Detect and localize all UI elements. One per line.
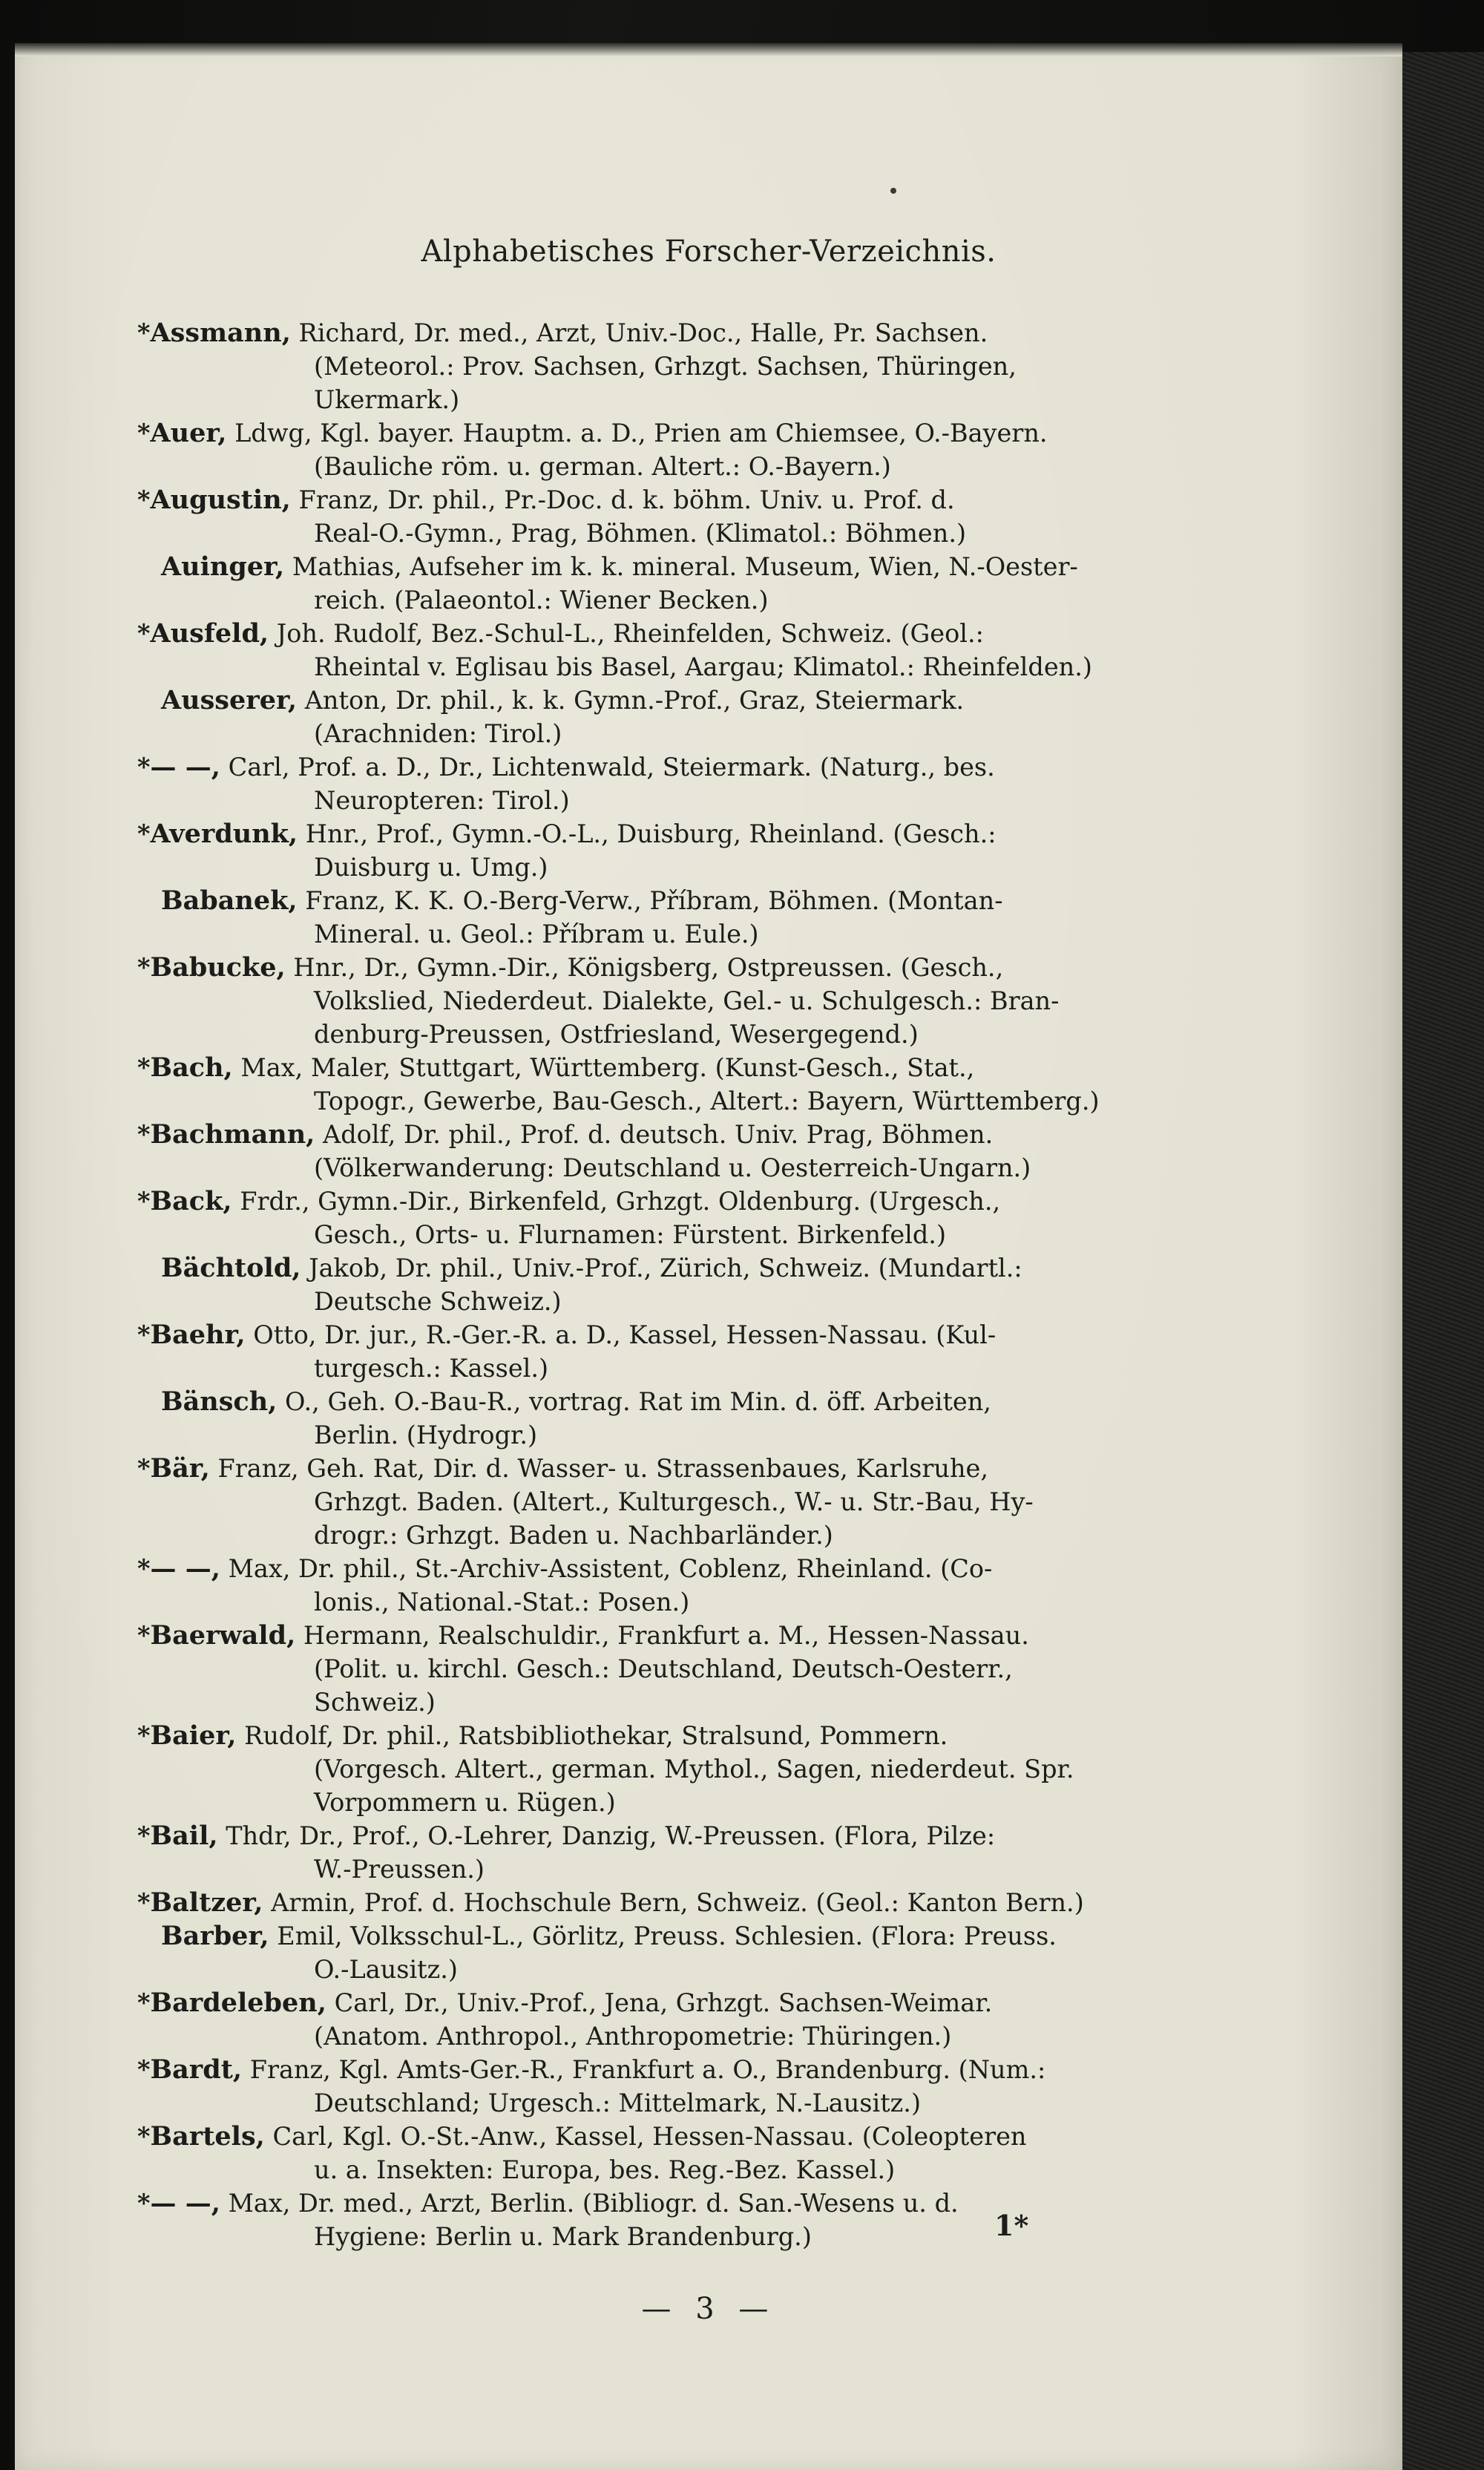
entry-continuation-line: reich. (Palaeontol.: Wiener Becken.) [314,586,769,615]
entry-asterisk: * [137,1320,151,1349]
book-page [15,43,1402,2470]
entry-text: Jakob, Dr. phil., Univ.-Prof., Zürich, Schweiz. (Mundartl.: [309,1254,1022,1282]
entry-first-line [137,1051,1221,1084]
entry-asterisk: * [137,1120,151,1149]
entry-continuation-line: Deutsche Schweiz.) [314,1287,562,1316]
entry-text: Carl, Dr., Univ.-Prof., Jena, Grhzgt. Sachsen-Weimar. [334,1988,993,2017]
directory-entry [137,2053,1221,2120]
directory-entry [137,416,1221,483]
directory-entry [137,1986,1221,2053]
directory-entry [137,951,1221,1051]
entry-first-line [137,2186,1221,2220]
entry-text: Anton, Dr. phil., k. k. Gymn.-Prof., Graz, Steiermark. [304,686,965,715]
entry-surname: Baehr, [150,1320,246,1350]
directory-entry [137,483,1221,550]
entry-text: Thdr, Dr., Prof., O.-Lehrer, Danzig, W.-Preussen. (Flora, Pilze: [226,1821,996,1850]
entry-text: O., Geh. O.-Bau-R., vortrag. Rat im Min. d. öff. Arbeiten, [285,1387,991,1416]
directory-entry [137,1919,1221,1986]
entry-asterisk: * [137,485,151,514]
entry-asterisk: * [137,1988,151,2017]
entry-asterisk: * [137,2189,151,2218]
entry-first-line [137,1619,1221,1652]
entry-asterisk: * [137,619,151,648]
entry-text: Max, Maler, Stuttgart, Württemberg. (Kunst-Gesch., Stat., [240,1053,975,1082]
entry-surname: Ausfeld, [150,618,269,649]
entry-surname: Auinger, [161,551,285,582]
entry-first-line [137,1719,1221,1752]
directory-entry [137,316,1221,416]
directory-entry [137,2120,1221,2186]
entry-continuation-line: drogr.: Grhzgt. Baden u. Nachbarländer.) [314,1521,833,1550]
directory-entry [137,1318,1221,1385]
entry-first-line [137,817,1221,851]
entry-text: Max, Dr. phil., St.-Archiv-Assistent, Coblenz, Rheinland. (Co- [228,1554,993,1583]
entry-first-line [137,1318,1221,1352]
signature-mark: 1* [994,2209,1029,2242]
directory-entry [137,1819,1221,1886]
entry-continuation-line: Ukermark.) [314,385,460,414]
page-top-edge [15,43,1402,56]
entry-text: Carl, Kgl. O.-St.-Anw., Kassel, Hessen-Nassau. (Coleopteren [272,2122,1027,2151]
entry-asterisk: * [137,819,151,848]
entry-surname: Baltzer, [150,1887,263,1918]
entry-surname: Bardt, [150,2054,243,2085]
entry-continuation-line: Duisburg u. Umg.) [314,853,548,882]
entry-text: Hnr., Dr., Gymn.-Dir., Königsberg, Ostpreussen. (Gesch., [293,953,1004,982]
directory-entry [137,1118,1221,1185]
directory-entry [137,1051,1221,1118]
entry-continuation-line: Deutschland; Urgesch.: Mittelmark, N.-Lausitz.) [314,2089,922,2117]
entry-asterisk: * [137,2055,151,2084]
entry-continuation-line: W.-Preussen.) [314,1855,485,1884]
entry-surname: Bartels, [150,2121,265,2152]
page-number: — 3 — [641,2292,776,2326]
entry-continuation-line: lonis., National.-Stat.: Posen.) [314,1588,690,1616]
entry-first-line [137,416,1221,450]
entry-first-line [137,550,1221,583]
entry-continuation-line: (Anatom. Anthropol., Anthropometrie: Thüringen.) [314,2022,952,2051]
entry-first-line [137,1552,1221,1585]
entry-text: Hermann, Realschuldir., Frankfurt a. M., Hessen-Nassau. [303,1621,1029,1650]
entry-continuation-line: Topogr., Gewerbe, Bau-Gesch., Altert.: Bayern, Württemberg.) [314,1087,1100,1116]
entry-continuation-line: Hygiene: Berlin u. Mark Brandenburg.) [314,2222,812,2251]
entry-continuation-line: (Meteorol.: Prov. Sachsen, Grhzgt. Sachsen, Thüringen, [314,352,1017,381]
entry-first-line [137,1385,1221,1418]
entry-surname: Back, [150,1186,232,1216]
entry-continuation-line: Rheintal v. Eglisau bis Basel, Aargau; Klimatol.: Rheinfelden.) [314,652,1092,681]
entry-text: Hnr., Prof., Gymn.-O.-L., Duisburg, Rheinland. (Gesch.: [305,819,997,848]
directory-entry [137,884,1221,951]
entry-continuation-line: Real-O.-Gymn., Prag, Böhmen. (Klimatol.: Böhmen.) [314,519,967,548]
entry-surname: Augustin, [150,485,291,515]
entry-surname: Bächtold, [161,1253,301,1283]
entry-surname: Baier, [150,1720,237,1751]
entry-surname: — —, [150,1553,220,1584]
entry-first-line [137,1986,1221,2019]
directory-entry [137,1619,1221,1719]
entry-text: Max, Dr. med., Arzt, Berlin. (Bibliogr. d. San.-Wesens u. d. [228,2189,959,2218]
entry-continuation-line: Berlin. (Hydrogr.) [314,1421,538,1449]
entry-first-line [137,316,1221,350]
entry-first-line [137,1886,1221,1919]
directory-entry [137,1886,1221,1919]
directory-entries [137,316,1221,2253]
entry-continuation-line: (Arachniden: Tirol.) [314,719,562,748]
entry-first-line [137,1251,1221,1285]
entry-asterisk: * [137,1888,151,1917]
directory-entry [137,817,1221,884]
entry-surname: Bardeleben, [150,1988,326,2018]
entry-asterisk: * [137,419,151,448]
entry-continuation-line: denburg-Preussen, Ostfriesland, Wesergegend.) [314,1020,919,1049]
directory-entry [137,550,1221,617]
entry-first-line [137,1452,1221,1485]
book-binding-edge [1399,52,1484,2470]
entry-asterisk: * [137,1187,151,1216]
directory-entry [137,684,1221,750]
entry-text: Franz, Dr. phil., Pr.-Doc. d. k. böhm. Univ. u. Prof. d. [298,485,955,514]
directory-entry [137,2186,1221,2253]
entry-continuation-line: Gesch., Orts- u. Flurnamen: Fürstent. Birkenfeld.) [314,1220,947,1249]
entry-surname: Bach, [150,1052,233,1083]
entry-text: Carl, Prof. a. D., Dr., Lichtenwald, Steiermark. (Naturg., bes. [228,753,995,782]
entry-first-line [137,1118,1221,1151]
entry-asterisk: * [137,1721,151,1750]
directory-entry [137,1185,1221,1251]
entry-first-line [137,483,1221,517]
entry-surname: — —, [150,2188,220,2218]
entry-first-line [137,617,1221,650]
entry-asterisk: * [137,1454,151,1483]
entry-text: Armin, Prof. d. Hochschule Bern, Schweiz. (Geol.: Kanton Bern.) [271,1888,1084,1917]
entry-continuation-line: Grhzgt. Baden. (Altert., Kulturgesch., W.- u. Str.-Bau, Hy- [314,1487,1034,1516]
ink-speck [890,188,896,194]
entry-asterisk: * [137,1621,151,1650]
directory-entry [137,617,1221,684]
entry-surname: Bänsch, [161,1386,278,1417]
entry-text: Franz, Kgl. Amts-Ger.-R., Frankfurt a. O., Brandenburg. (Num.: [249,2055,1046,2084]
entry-continuation-line: Mineral. u. Geol.: Příbram u. Eule.) [314,920,759,949]
entry-text: Frdr., Gymn.-Dir., Birkenfeld, Grhzgt. Oldenburg. (Urgesch., [240,1187,1001,1216]
running-head: Alphabetisches Forscher-Verzeichnis. [421,235,997,269]
entry-asterisk: * [137,1554,151,1583]
entry-asterisk: * [137,318,151,347]
entry-first-line [137,1185,1221,1218]
entry-text: Rudolf, Dr. phil., Ratsbibliothekar, Stralsund, Pommern. [244,1721,948,1750]
entry-text: Mathias, Aufseher im k. k. mineral. Museum, Wien, N.-Oester- [292,552,1078,581]
entry-first-line [137,750,1221,784]
entry-continuation-line: (Polit. u. kirchl. Gesch.: Deutschland, Deutsch-Oesterr., [314,1654,1013,1683]
entry-surname: Baerwald, [150,1620,296,1651]
entry-first-line [137,2120,1221,2153]
entry-asterisk: * [137,1053,151,1082]
entry-first-line [137,951,1221,984]
directory-entry [137,750,1221,817]
entry-first-line [137,684,1221,717]
entry-surname: Bär, [150,1453,210,1484]
entry-text: Ldwg, Kgl. bayer. Hauptm. a. D., Prien am Chiemsee, O.-Bayern. [234,419,1048,448]
entry-continuation-line: (Bauliche röm. u. german. Altert.: O.-Bayern.) [314,452,891,481]
entry-first-line [137,2053,1221,2086]
entry-continuation-line: Volkslied, Niederdeut. Dialekte, Gel.- u. Schulgesch.: Bran- [314,986,1060,1015]
directory-entry [137,1719,1221,1819]
entry-surname: Assmann, [150,318,291,348]
entry-continuation-line: Schweiz.) [314,1688,436,1717]
directory-entry [137,1552,1221,1619]
entry-text: Emil, Volksschul-L., Görlitz, Preuss. Schlesien. (Flora: Preuss. [277,1922,1057,1950]
entry-text: Franz, Geh. Rat, Dir. d. Wasser- u. Strassenbaues, Karlsruhe, [217,1454,989,1483]
entry-asterisk: * [137,2122,151,2151]
entry-surname: Bail, [150,1821,218,1851]
entry-first-line [137,1819,1221,1852]
entry-continuation-line: Neuropteren: Tirol.) [314,786,570,815]
entry-surname: Babucke, [150,952,286,983]
directory-entry [137,1251,1221,1318]
entry-surname: Bachmann, [150,1119,315,1150]
entry-surname: Barber, [161,1921,269,1951]
entry-surname: Auer, [150,418,227,448]
entry-first-line [137,884,1221,917]
entry-asterisk: * [137,753,151,782]
entry-continuation-line: (Vorgesch. Altert., german. Mythol., Sagen, niederdeut. Spr. [314,1755,1074,1783]
entry-text: Franz, K. K. O.-Berg-Verw., Příbram, Böhmen. (Montan- [305,886,1003,915]
entry-asterisk: * [137,953,151,982]
entry-surname: Ausserer, [161,685,298,715]
entry-text: Richard, Dr. med., Arzt, Univ.-Doc., Halle, Pr. Sachsen. [298,318,988,347]
entry-text: Otto, Dr. jur., R.-Ger.-R. a. D., Kassel, Hessen-Nassau. (Kul- [253,1320,997,1349]
entry-continuation-line: u. a. Insekten: Europa, bes. Reg.-Bez. Kassel.) [314,2155,896,2184]
entry-surname: Babanek, [161,885,298,916]
directory-entry [137,1385,1221,1452]
entry-continuation-line: turgesch.: Kassel.) [314,1354,549,1383]
entry-surname: — —, [150,752,220,782]
entry-text: Joh. Rudolf, Bez.-Schul-L., Rheinfelden, Schweiz. (Geol.: [276,619,984,648]
entry-continuation-line: O.-Lausitz.) [314,1955,458,1984]
entry-continuation-line: Vorpommern u. Rügen.) [314,1788,616,1817]
entry-surname: Averdunk, [150,819,298,849]
entry-text: Adolf, Dr. phil., Prof. d. deutsch. Univ. Prag, Böhmen. [323,1120,994,1149]
entry-continuation-line: (Völkerwanderung: Deutschland u. Oesterreich-Ungarn.) [314,1153,1031,1182]
directory-entry [137,1452,1221,1552]
entry-asterisk: * [137,1821,151,1850]
entry-first-line [137,1919,1221,1953]
